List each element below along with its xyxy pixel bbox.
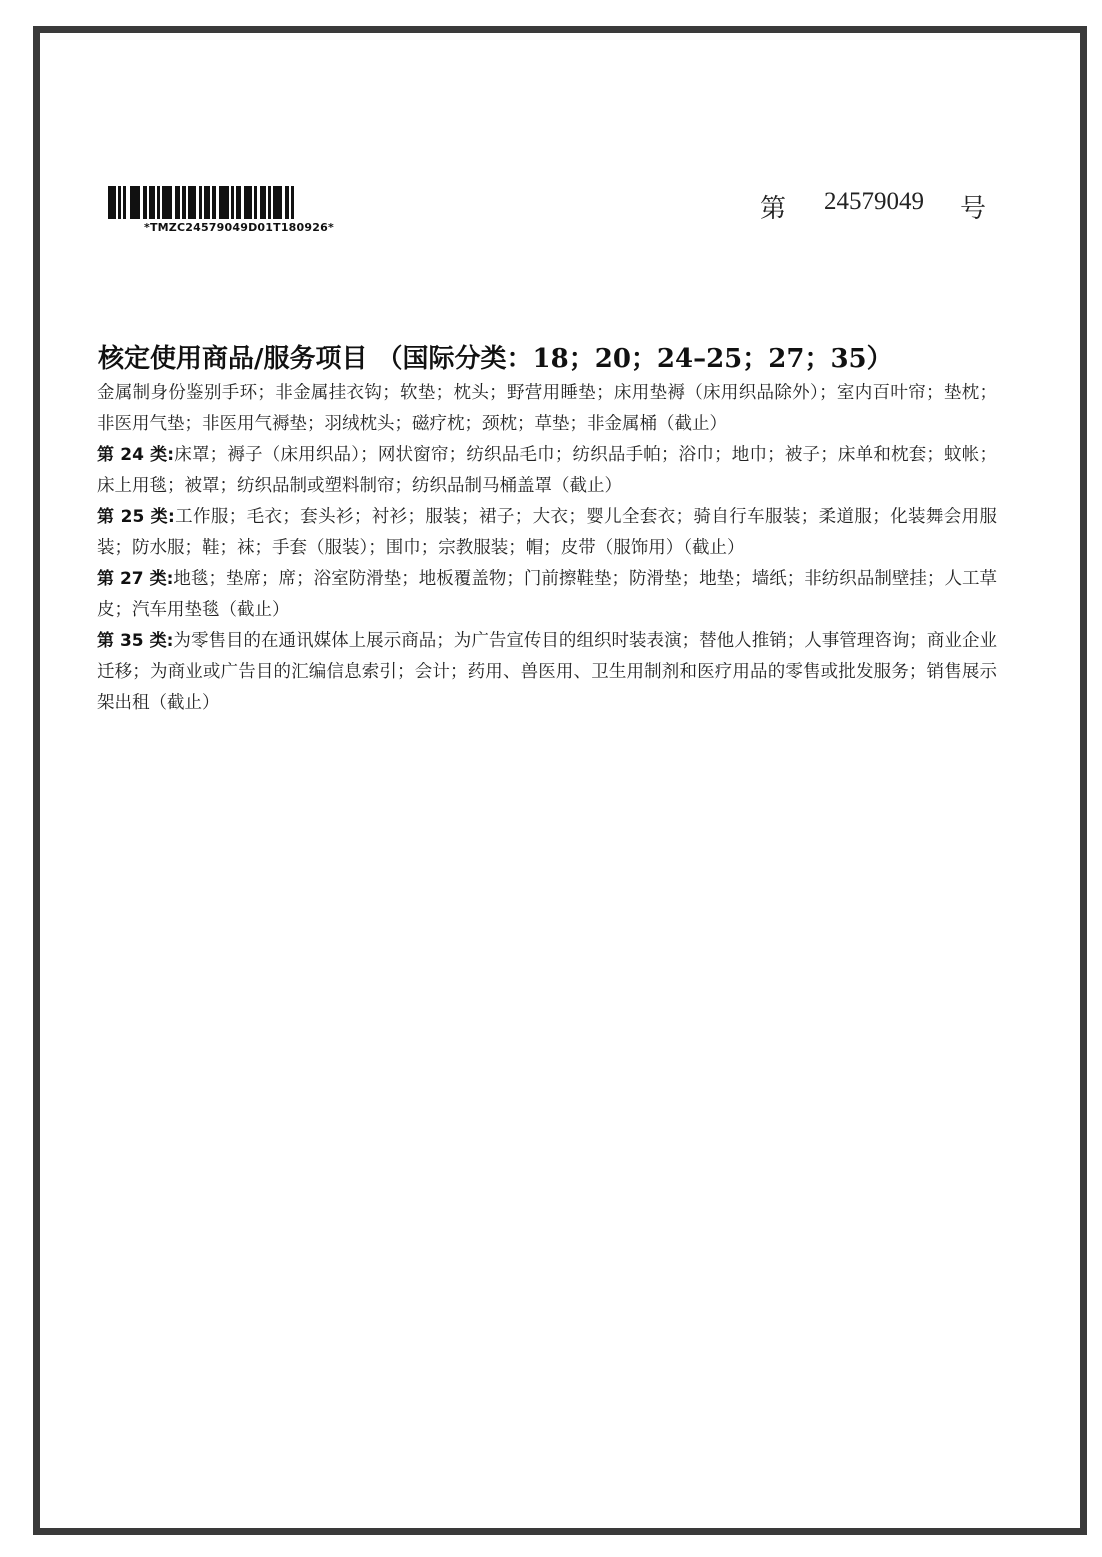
page-title: 核定使用商品/服务项目 （国际分类：18；20；24–25；27；35） — [98, 344, 893, 374]
barcode-bar — [188, 186, 196, 219]
class-label: 第 25 类: — [97, 507, 175, 527]
registration-number-value: 24579049 — [824, 188, 925, 215]
barcode-bar — [130, 186, 140, 219]
paragraph-text: 地毯；垫席；席；浴室防滑垫；地板覆盖物；门前擦鞋垫；防滑垫；地垫；墙纸；非纺织品制壁挂；人工草皮；汽车用垫毯（截止） — [97, 569, 997, 620]
barcode-bar — [273, 186, 282, 219]
page-border — [33, 26, 1087, 1535]
class-paragraph-24 — [97, 440, 997, 502]
barcode-caption: *TMZC24579049D01T180926* — [144, 221, 334, 234]
registration-suffix: 号 — [960, 194, 987, 224]
barcode-gap — [294, 186, 296, 219]
class-paragraph-27 — [97, 564, 997, 626]
registration-prefix: 第 — [760, 194, 787, 224]
paragraph-text: 金属制身份鉴别手环；非金属挂衣钩；软垫；枕头；野营用睡垫；床用垫褥（床用织品除外）；室内百叶帘；垫枕；非医用气垫；非医用气褥垫；羽绒枕头；磁疗枕；颈枕；草垫；非金属桶（截止） — [97, 383, 997, 434]
class-paragraph-25 — [97, 502, 997, 564]
class-paragraph-intro — [97, 378, 997, 440]
paragraph-text: 工作服；毛衣；套头衫；衬衫；服装；裙子；大衣；婴儿全套衣；骑自行车服装；柔道服；化装舞会用服装；防水服；鞋；袜；手套（服装）；围巾；宗教服装；帽；皮带（服饰用）（截止） — [97, 507, 998, 558]
barcode-bars — [108, 186, 378, 219]
class-label: 第 35 类: — [97, 631, 174, 651]
class-label: 第 24 类: — [97, 445, 175, 465]
class-label: 第 27 类: — [97, 569, 174, 589]
registration-number — [760, 188, 986, 225]
paragraph-text: 为零售目的在通讯媒体上展示商品；为广告宣传目的组织时装表演；替他人推销；人事管理咨询；商业企业迁移；为商业或广告目的汇编信息索引；会计；药用、兽医用、卫生用制剂和医疗用品的零售或批发服务；销售展示架出租（截止） — [97, 631, 997, 713]
barcode-bar — [108, 186, 116, 219]
barcode-bar — [162, 186, 172, 219]
goods-services-list — [97, 378, 997, 719]
barcode — [108, 186, 378, 234]
barcode-bar — [219, 186, 229, 219]
barcode-bar — [244, 186, 252, 219]
class-paragraph-35 — [97, 626, 997, 719]
paragraph-text: 床罩；褥子（床用织品）；网状窗帘；纺织品毛巾；纺织品手帕；浴巾；地巾；被子；床单和枕套；蚊帐；床上用毯；被罩；纺织品制或塑料制帘；纺织品制马桶盖罩（截止） — [97, 445, 997, 496]
